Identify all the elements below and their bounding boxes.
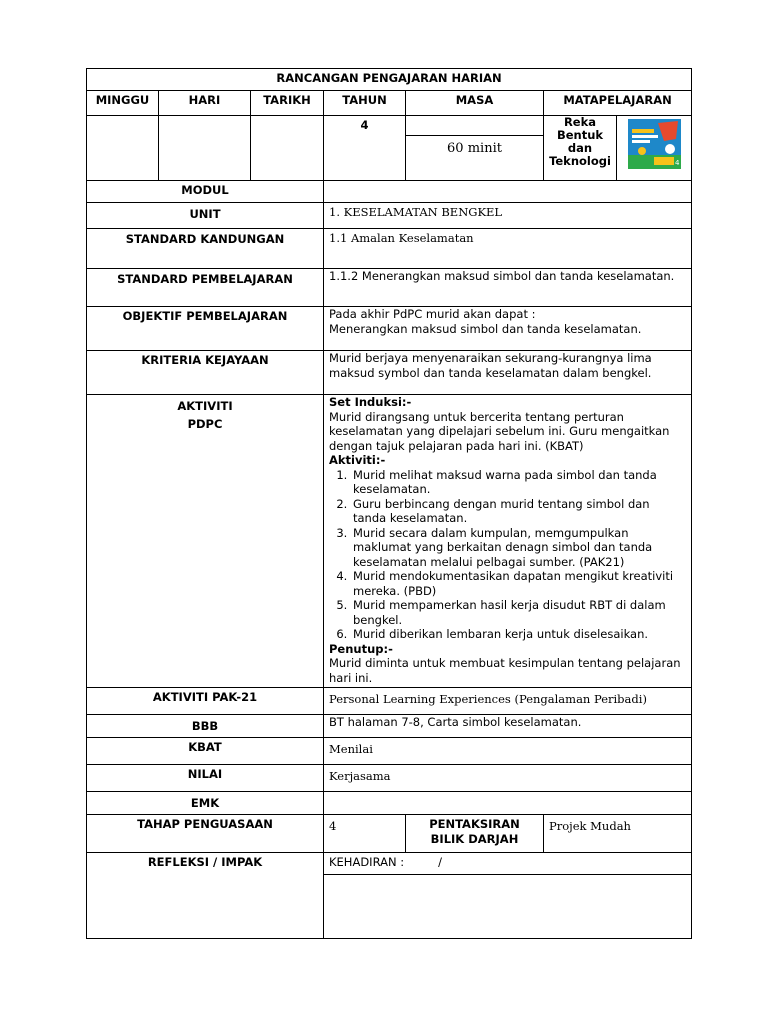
emk-value — [324, 792, 692, 815]
penutup-text: Murid diminta untuk membuat kesimpulan tentang pelajaran hari ini. — [329, 656, 681, 685]
penutup-title: Penutup:- — [329, 641, 393, 656]
emk-label: EMK — [87, 792, 324, 815]
col-matapelajaran: MATAPELAJARAN — [544, 91, 692, 116]
masa-cell — [406, 116, 544, 181]
bbb-label: BBB — [87, 715, 324, 738]
aktiviti-item: 2. Guru berbincang dengan murid tentang simbol dan tanda keselamatan. — [351, 497, 686, 526]
aktiviti-list — [329, 468, 686, 642]
unit-value: 1. KESELAMATAN BENGKEL — [324, 203, 692, 229]
book-cell — [617, 116, 692, 181]
tahun-value: 4 — [324, 116, 406, 181]
kehadiran-label: KEHADIRAN : — [329, 855, 405, 869]
tahap-value: 4 — [324, 815, 406, 853]
unit-label: UNIT — [87, 203, 324, 229]
aktiviti-item: 1. Murid melihat maksud warna pada simbol dan tanda keselamatan. — [351, 468, 686, 497]
aktiviti-item: 3. Murid secara dalam kumpulan, memgumpulkan maklumat yang berkaitan denagn simbol dan tanda keselamatan melalui pelbagai sumber. (PAK21) — [351, 526, 686, 570]
aktiviti-item: 6. Murid diberikan lembaran kerja untuk diselesaikan. — [351, 627, 686, 642]
kriteria-label: KRITERIA KEJAYAAN — [87, 351, 324, 395]
lesson-plan-table — [86, 68, 692, 939]
standard-pembelajaran-label: STANDARD PEMBELAJARAN — [87, 269, 324, 307]
subject-name: Reka Bentuk dan Teknologi — [544, 116, 617, 181]
kehadiran-cell — [324, 853, 692, 875]
minggu-value — [87, 116, 159, 181]
modul-value — [324, 181, 692, 203]
col-minggu: MINGGU — [87, 91, 159, 116]
col-tahun: TAHUN — [324, 91, 406, 116]
set-induksi-text: Murid dirangsang untuk bercerita tentang perturan keselamatan yang dipelajari sebelum ini. Guru mengaitkan dengan tajuk pelajaran pada hari ini. (KBAT) — [329, 409, 670, 453]
nilai-label: NILAI — [87, 765, 324, 792]
aktiviti-label-2: PDPC — [187, 417, 223, 431]
aktiviti-title: Aktiviti:- — [329, 453, 386, 467]
aktiviti-label — [87, 395, 324, 688]
nilai-value: Kerjasama — [324, 765, 692, 792]
col-tarikh: TARIKH — [251, 91, 324, 116]
tarikh-value — [251, 116, 324, 181]
standard-kandungan-value: 1.1 Amalan Keselamatan — [324, 229, 692, 269]
modul-label: MODUL — [87, 181, 324, 203]
aktiviti-content — [324, 395, 692, 688]
hari-value — [159, 116, 251, 181]
standard-pembelajaran-value: 1.1.2 Menerangkan maksud simbol dan tanda keselamatan. — [324, 269, 692, 307]
set-induksi-title: Set Induksi:- — [329, 395, 412, 409]
aktiviti-label-1: AKTIVITI — [177, 399, 233, 413]
kriteria-value: Murid berjaya menyenaraikan sekurang-kurangnya lima maksud symbol dan tanda keselamatan dalam bengkel. — [324, 351, 692, 395]
tahap-label: TAHAP PENGUASAAN — [87, 815, 324, 853]
objektif-line-1: Pada akhir PdPC murid akan dapat : — [329, 307, 536, 321]
standard-kandungan-label: STANDARD KANDUNGAN — [87, 229, 324, 269]
pentaksiran-label: PENTAKSIRAN BILIK DARJAH — [406, 815, 544, 853]
objektif-label: OBJEKTIF PEMBELAJARAN — [87, 307, 324, 351]
bbb-value: BT halaman 7-8, Carta simbol keselamatan. — [324, 715, 692, 738]
svg-text:4: 4 — [674, 159, 679, 167]
kehadiran-separator: / — [438, 855, 442, 869]
objektif-line-2: Menerangkan maksud simbol dan tanda keselamatan. — [329, 321, 642, 336]
textbook-cover-image — [628, 119, 681, 169]
pentaksiran-value: Projek Mudah — [544, 815, 692, 853]
masa-value: 60 minit — [447, 141, 502, 156]
col-hari: HARI — [159, 91, 251, 116]
aktiviti-item: 5. Murid mempamerkan hasil kerja disudut RBT di dalam bengkel. — [351, 598, 686, 627]
document-title: RANCANGAN PENGAJARAN HARIAN — [87, 69, 692, 91]
pak21-value: Personal Learning Experiences (Pengalaman Peribadi) — [324, 688, 692, 715]
refleksi-notes — [324, 875, 692, 939]
pak21-label: AKTIVITI PAK-21 — [87, 688, 324, 715]
col-masa: MASA — [406, 91, 544, 116]
kbat-value: Menilai — [324, 738, 692, 765]
kbat-label: KBAT — [87, 738, 324, 765]
aktiviti-item: 4. Murid mendokumentasikan dapatan mengikut kreativiti mereka. (PBD) — [351, 569, 686, 598]
refleksi-label: REFLEKSI / IMPAK — [87, 853, 324, 939]
masa-blank — [406, 116, 543, 136]
objektif-value — [324, 307, 692, 351]
